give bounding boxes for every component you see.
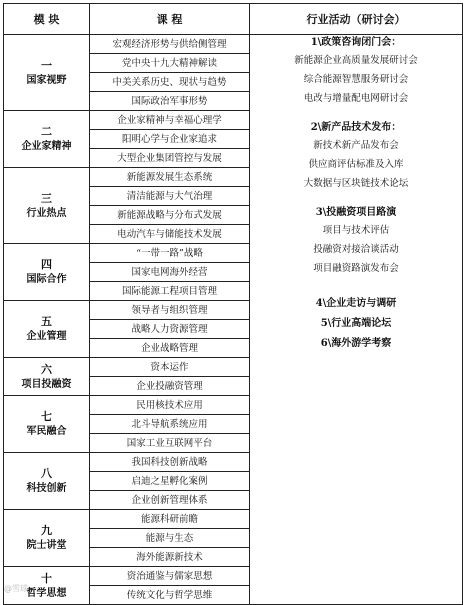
course-cell: 资治通鉴与儒家思想 — [90, 567, 250, 586]
course-cell: 启迪之星孵化案例 — [90, 472, 250, 491]
activity-item: 供应商评估标准及入库 — [308, 159, 404, 170]
activity-heading: 3\投融资项目路演 — [315, 207, 397, 218]
course-cell: 新能源发展生态系统 — [90, 168, 250, 187]
course-cell: 企业创新管理体系 — [90, 491, 250, 510]
module-name: 企业家精神 — [21, 141, 72, 152]
course-cell: 民用核技术应用 — [90, 396, 250, 415]
module-cell — [4, 358, 90, 396]
activity-group — [250, 205, 462, 278]
module-cell — [4, 396, 90, 453]
course-cell: 电动汽车与储能技术发展 — [90, 225, 250, 244]
activity-item: 大数据与区块链技术论坛 — [303, 178, 409, 189]
course-cell: 企业家精神与幸福心理学 — [90, 111, 250, 130]
course-cell: 企业战略管理 — [90, 339, 250, 358]
module-name: 行业热点 — [26, 207, 67, 219]
activity-item: 综合能源智慧服务研讨会 — [303, 74, 409, 85]
watermark: @雪球 — [4, 584, 28, 593]
course-cell: 北斗导航系统应用 — [90, 415, 250, 434]
module-cell — [4, 35, 90, 111]
curriculum-table — [3, 3, 463, 605]
activity-heading: 6\海外游学考察 — [320, 338, 392, 349]
module-name: 企业管理 — [26, 331, 67, 342]
module-number: 七 — [41, 410, 52, 423]
module-cell — [4, 111, 90, 168]
header-activity: 行业活动（研讨会） — [250, 4, 463, 35]
activity-item: 新技术新产品发布会 — [313, 140, 399, 151]
course-cell: 战略人力资源管理 — [90, 320, 250, 339]
table-row — [4, 35, 463, 54]
module-number: 三 — [41, 191, 52, 205]
module-cell — [4, 301, 90, 358]
activity-item: 投融资对接洽谈活动 — [313, 244, 399, 255]
activity-tail-list — [250, 294, 462, 354]
module-name: 科技创新 — [26, 483, 67, 494]
activity-group — [250, 120, 462, 193]
course-cell: 能源与生态 — [90, 529, 250, 548]
course-cell: 党中央十九大精神解读 — [90, 54, 250, 73]
module-cell — [4, 510, 90, 567]
module-number: 四 — [41, 258, 52, 271]
module-name: 院士讲堂 — [26, 540, 67, 551]
course-cell: 新能源战略与分布式发展 — [90, 206, 250, 225]
activity-item: 项目与技术评估 — [322, 225, 390, 236]
module-cell — [4, 453, 90, 510]
course-cell: 国际能源工程项目管理 — [90, 282, 250, 301]
module-name: 哲学思想 — [26, 587, 67, 599]
header-course: 课 程 — [90, 4, 250, 35]
module-number: 六 — [41, 362, 52, 376]
course-cell: 国家工业互联网平台 — [90, 434, 250, 453]
course-cell: 中美关系历史、现状与趋势 — [90, 73, 250, 92]
activity-heading: 5\行业高端论坛 — [320, 318, 392, 329]
course-cell: 资本运作 — [90, 358, 250, 377]
activity-item: 项目融资路演发布会 — [313, 263, 399, 274]
course-cell: 领导者与组织管理 — [90, 301, 250, 320]
activity-heading: 1\政策咨询闭门会： — [310, 37, 402, 48]
module-cell — [4, 168, 90, 244]
header-row — [4, 4, 463, 35]
course-cell: 宏观经济形势与供给侧管理 — [90, 35, 250, 54]
course-cell: 阳明心学与企业家追求 — [90, 130, 250, 149]
activity-cell — [250, 35, 463, 605]
module-number: 十 — [41, 571, 52, 585]
header-module: 模 块 — [4, 4, 90, 35]
course-cell: 我国科技创新战略 — [90, 453, 250, 472]
course-cell: 海外能源新技术 — [90, 548, 250, 567]
course-cell: 国际政治军事形势 — [90, 92, 250, 111]
course-cell: 大型企业集团管控与发展 — [90, 149, 250, 168]
module-name: 军民融合 — [26, 426, 67, 437]
activity-item: 新能源企业高质量发展研讨会 — [294, 55, 418, 66]
activity-heading: 4\企业走访与调研 — [315, 298, 397, 309]
activity-item: 电改与增量配电网研讨会 — [303, 93, 409, 104]
course-cell: 传统文化与哲学思维 — [90, 586, 250, 605]
module-cell — [4, 244, 90, 301]
course-cell: 能源科研前瞻 — [90, 510, 250, 529]
module-number: 一 — [41, 58, 52, 72]
activity-group — [250, 35, 462, 108]
course-cell: 企业投融资管理 — [90, 377, 250, 396]
activity-heading: 2\新产品技术发布： — [310, 122, 402, 133]
module-number: 八 — [41, 467, 52, 480]
course-cell: “一带一路”战略 — [90, 244, 250, 263]
module-name: 国家视野 — [26, 74, 67, 86]
module-name: 国际合作 — [26, 274, 67, 285]
module-name: 项目投融资 — [21, 378, 72, 390]
module-number: 五 — [41, 315, 52, 328]
course-cell: 国家电网海外经营 — [90, 263, 250, 282]
course-cell: 清洁能源与大气治理 — [90, 187, 250, 206]
module-number: 九 — [41, 524, 52, 537]
module-number: 二 — [41, 125, 52, 138]
